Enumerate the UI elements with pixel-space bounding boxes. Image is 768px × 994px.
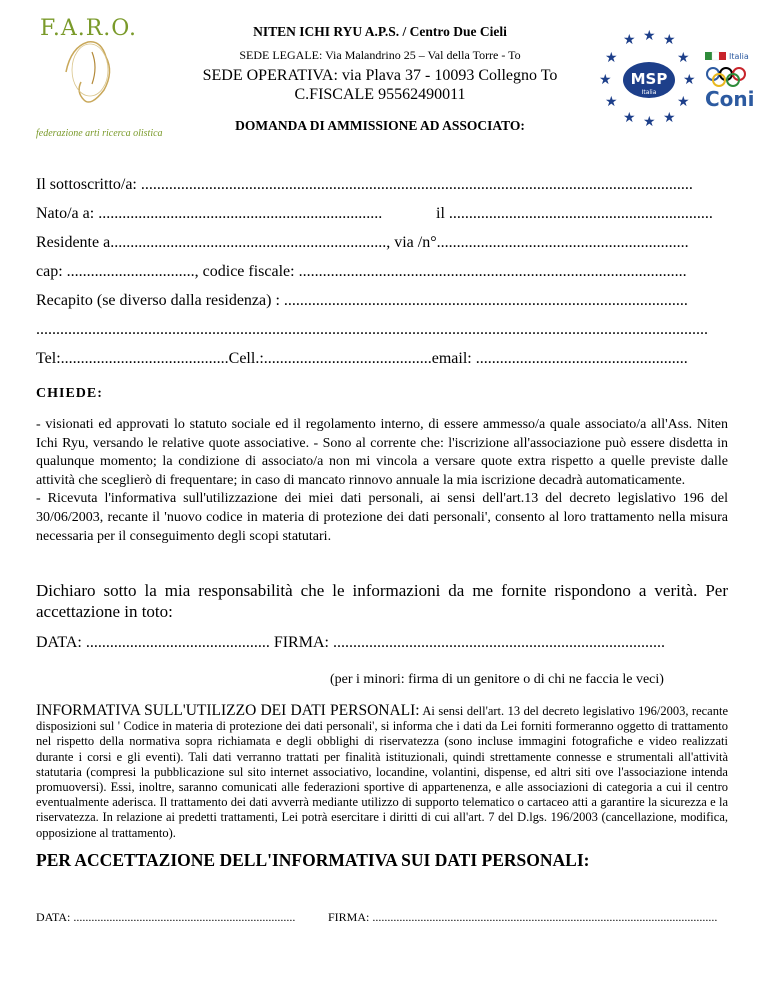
olympic-rings — [707, 68, 745, 86]
svg-text:★: ★ — [599, 72, 612, 88]
field-tel-cell-email[interactable]: Tel:..........................................Cell.:..........................................email: ..................................................... — [36, 350, 688, 367]
chiede-text — [36, 416, 728, 546]
coni-logo-text: Coni — [705, 87, 755, 111]
faro-logo-name: F.A.R.O. — [40, 16, 138, 41]
bottom-firma-field[interactable]: FIRMA: ................................................................................................................... — [328, 910, 718, 924]
bottom-data-field[interactable]: DATA: .......................................................................... — [36, 910, 296, 924]
svg-text:★: ★ — [623, 32, 636, 48]
svg-text:★: ★ — [605, 50, 618, 66]
org-name: NITEN ICHI RYU A.P.S. / Centro Due Cieli — [253, 24, 507, 39]
codice-fiscale-ente: C.FISCALE 95562490011 — [294, 86, 466, 103]
svg-text:★: ★ — [683, 72, 696, 88]
form-title: DOMANDA DI AMMISSIONE AD ASSOCIATO: — [235, 118, 525, 133]
sede-legale: SEDE LEGALE: Via Malandrino 25 – Val della Torre - To — [239, 48, 521, 62]
svg-text:★: ★ — [623, 110, 636, 126]
faro-logo-subtitle: federazione arti ricerca olistica — [36, 128, 163, 139]
chiede-paragraph-2: - Ricevuta l'informativa sull'utilizzazione dei miei dati personali, ai sensi dell'art.13 del decreto legislativo 196 del 30/06/2003, recante il 'nuovo codice in materia di protezione dei dati personali', consento al loro trattamento nella misura necessaria per il conseguimento degli scopi statutari. — [36, 491, 728, 544]
field-nato-a[interactable] — [36, 205, 726, 223]
accettazione-heading: PER ACCETTAZIONE DELL'INFORMATIVA SUI DATI PERSONALI: — [36, 850, 590, 870]
msp-coni-logos — [595, 28, 768, 128]
field-recapito-cont[interactable]: ........................................................................................................................................................................ — [36, 321, 708, 338]
msp-logo-sub: Italia — [641, 89, 657, 96]
data-firma-row[interactable]: DATA: .............................................. FIRMA: ................................................................................... — [36, 634, 665, 651]
sede-operativa-line: SEDE OPERATIVA: via Plava 37 - 10093 Collegno To — [202, 67, 558, 84]
chiede-paragraph-1: - visionati ed approvati lo statuto sociale ed il regolamento interno, di essere ammesso/a quale associato/a all'Ass. Niten Ichi Ryu, versando le relative quote associative. - Sono al corrente che: l'iscrizione all'associazione può essere disdetta in qualunque momento; la condizione di associato/a non mi vincola a versare quote extra rispetto a quelle previste dalle attività che sceglierò di frequentare; in caso di mancato rinnovo annuale la mia iscrizione decadrà automaticamente. — [36, 417, 728, 488]
svg-text:★: ★ — [663, 110, 676, 126]
informativa-heading: INFORMATIVA SULL'UTILIZZO DEI DATI PERSONALI: — [36, 702, 420, 719]
minori-note: (per i minori: firma di un genitore o di chi ne faccia le veci) — [330, 672, 664, 687]
field-nato-il[interactable]: il .................................................................. — [436, 205, 713, 222]
field-cap-codice-fiscale[interactable]: cap: ................................, codice fiscale: ................................................................................................. — [36, 263, 687, 280]
field-sottoscritto[interactable]: Il sottoscritto/a: .......................................................................................................................................... — [36, 176, 693, 193]
svg-text:★: ★ — [605, 94, 618, 110]
field-nato-a-luogo[interactable]: Nato/a a: ....................................................................... — [36, 205, 383, 222]
svg-text:★: ★ — [643, 28, 656, 44]
informativa-body: Ai sensi dell'art. 13 del decreto legislativo 196/2003, recante disposizioni sul ' Codice in materia di protezione dei dati personali', si informa che i dati da Lei forniti formeranno oggetto di trattamento nel rispetto della normativa sopra richiamata e degli obblighi di riservatezza (sono incluse immagini fotografiche e video realizzati durante i corsi e gli eventi). Tali dati verranno trattati per finalità istituzionali, quindi strettamente connesse e strumentali all'attività statutaria (compresi la pubblicazione sul sito internet associativo, locandine, volantini, dispense, ed altri siti ove l'associazione intenda promuoversi). Essi, inoltre, saranno comunicati alle federazioni sportive di appartenenza, e alle associazioni di categoria a cui il centro eventualmente aderisca. Il trattamento dei dati avverrà mediante utilizzo di supporto telematico o cartaceo atti a garantire la sicurezza e la riservatezza. In relazione ai predetti trattamenti, Lei potrà esercitare i diritti di cui all'art. 7 del D.lgs. 196/2003 (cancellazione, modifica, opposizione al trattamento). — [36, 704, 728, 840]
sede-operativa — [190, 66, 570, 104]
svg-text:★: ★ — [643, 114, 656, 128]
chiede-heading: CHIEDE: — [36, 386, 103, 401]
informativa — [36, 703, 728, 841]
field-recapito[interactable]: Recapito (se diverso dalla residenza) : ..................................................................................................... — [36, 292, 688, 309]
svg-text:★: ★ — [663, 32, 676, 48]
svg-text:★: ★ — [677, 94, 690, 110]
svg-text:★: ★ — [677, 50, 690, 66]
field-residente[interactable]: Residente a....................................................................., via /n°............................................................... — [36, 234, 689, 251]
dichiarazione: Dichiaro sotto la mia responsabilità che le informazioni da me fornite rispondono a verità. Per accettazione in toto: — [36, 581, 728, 621]
msp-logo-text: MSP — [630, 70, 668, 88]
coni-italia-text: Italia — [729, 52, 749, 61]
